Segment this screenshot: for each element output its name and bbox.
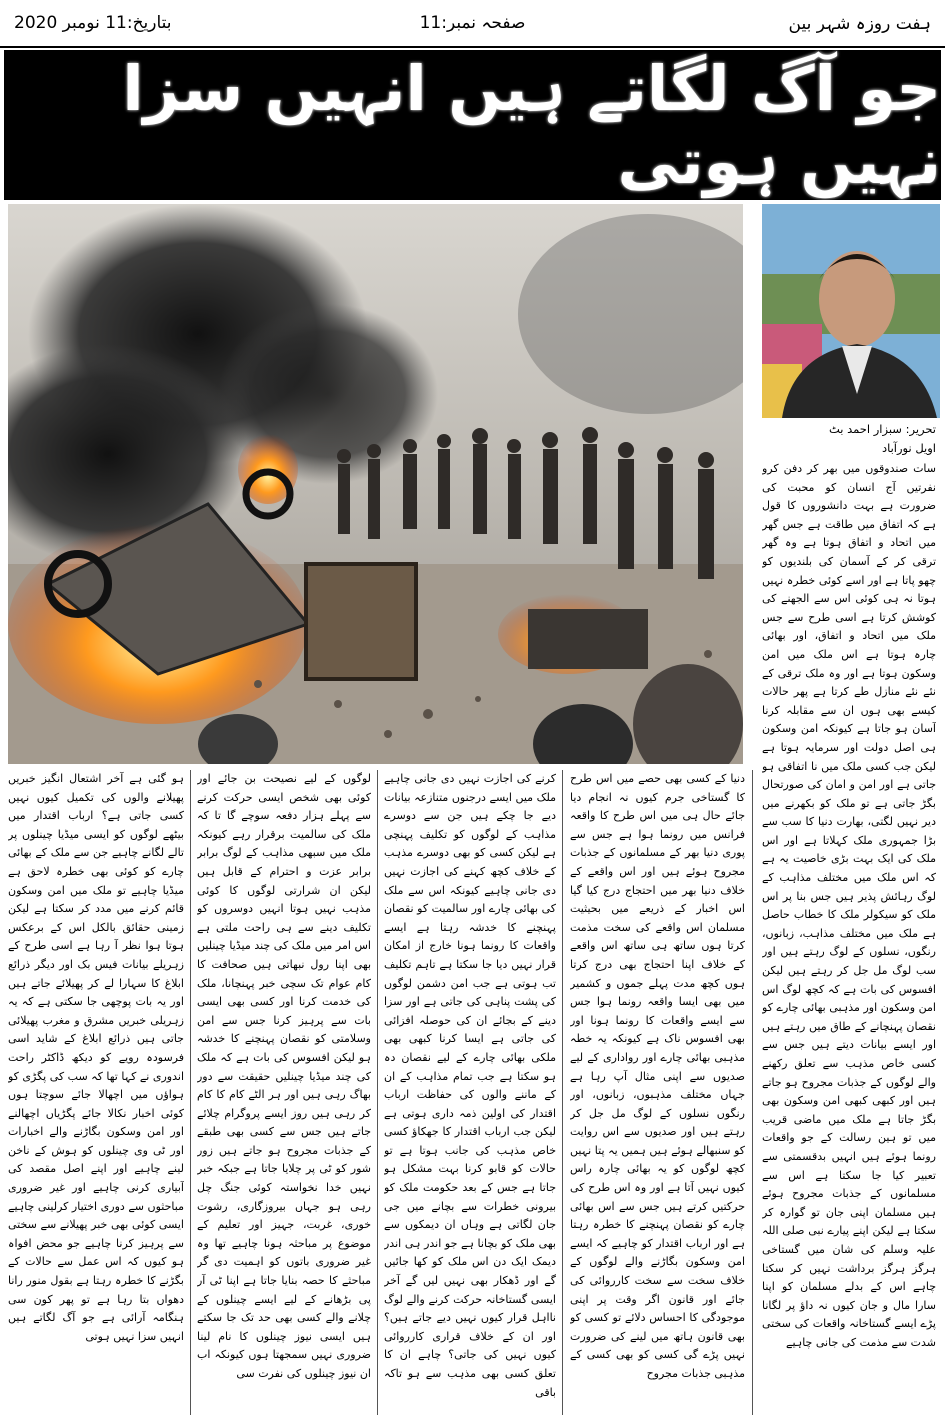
article-column-5: ہو گئی ہے آخر اشتعال انگیز خبریں پھیلانے والوں کی تکمیل کیوں نہیں کسی جاتی ہے؟ ارباب اقتدار میں بیٹھے لوگوں کو ایسی میڈیا چینلوں پر تالے لگانے چاہیے جن سے ملک کے بھائی چارے کو کوئی بھی خطرہ لاحق ہے میڈیا چاہیے تو ملک میں امن وسکون قائم کرنے میں مدد کر سکتا ہے لیکن زمینی حقائق بالکل اس کے برعکس ہوتا ہوا نظر آ رہا ہے اسی طرح کے زہریلے بیانات فیس بک اور دیگر ذرائع ابلاغ کا سہارا لے کر پھیلائے جاتے ہیں اور یہ بات پوچھی جا سکتی ہے کہ یہ زہریلی خبریں مشرق و مغرب پھیلائی جاتی ہیں ذرائع ابلاغ کے شاید اسی فرسودہ رویے کو دیکھ ڈاکٹر راحت اندوری نے کہا تھا کہ سب کی پگڑی کو ہواؤں میں اچھالا جائے سوچتا ہوں کوئی اخبار نکالا جائے پگڑیاں اچھالنے اور امن وسکون بگاڑنے والے اخبارات اور ٹی وی چینلوں کو ہوش کے ناخن لینے چاہیے اور اپنے اصل مقصد کی آبیاری کرنی چاہیے اور غیر ضروری مباحثوں سے دوری اختیار کرلینی چاہیے ایسی کوئی بھی خبر پھیلانے سے سختی سے پرہیز کرنا چاہیے جو محض افواہ ہو کیوں کہ اس عمل سے حالات کے بگڑنے کا خطرہ رہتا ہے بقول منور رانا دھواں بتا رہا ہے تو پھر کون سی ہنگامہ آرائی ہے جو آگ لگاتے ہیں انہیں سزا نہیں ہوتی bbox=[8, 772, 184, 1343]
article-column-1: سات صندوقوں میں بھر کر دفن کرو نفرتیں آج انسان کو محبت کی ضرورت ہے بہت دانشوروں کا قول ہے کہ اتفاق میں طاقت ہے جس گھر میں اتحاد و اتفاق ہوتا ہے وہ گھر ترقی کر کے آسمان کی بلندیوں کو چھو پاتا ہے اور اسے کوئی خطرہ نہیں ہوتا نہ ہی کوئی اس سے الجھنے کی کوشش کرتا ہے اسی طرح سے جس ملک میں اتحاد و اتفاق، اور بھائی چارہ ہوتا ہے اس ملک میں امن وسکون ہوتا ہے اور وہ ملک ترقی کے نئے نئے منازل طے کرتا ہے پھر حالات کیسے بھی ہوں ان سے مقابلہ کرنا آسان ہو جاتا ہے کیونکہ امن وسکون ہی اصل دولت اور سرمایہ ہوتا ہے لیکن جب کسی ملک میں نا اتفاقی ہو جاتی ہے اور امن و امان کی صورتحال بگڑ جاتی ہے تو ملک کو بکھرنے میں دیر نہیں لگتی، بھارت دنیا کا سب سے بڑا جمہوری ملک کہلاتا ہے اور اس ملک کی ایک بہت بڑی خاصیت یہ ہے کہ اس ملک میں مختلف مذاہب کے لوگ رہائش پذیر ہیں جس بنا پر اس ملک کو سیکولر ملک کا خطاب حاصل ہے ملک میں مختلف مذاہب، زبانوں، رنگوں، نسلوں کے لوگ رہتے ہیں اور سب لوگ مل جل کر رہتے ہیں لیکن افسوس کی بات ہے کہ کچھ لوگ اس امن وسکون اور مذہبی بھائی چارے کو نقصان پہنچانے کے طاق میں رہتے ہیں اور ایسے بیانات دیتے ہیں جس سے کسی خاص مذہب سے تعلق رکھنے والے لوگوں کے جذبات مجروح ہو جاتے ہیں اور کبھی کبھی امن وسکون بھی بگڑ جاتا ہے ملک میں ماضی قریب میں تو ہین رسالت کے جو واقعات رونما ہوئے ہیں انہیں بدقسمتی سے تعبیر کیا جا سکتا ہے اس سے مسلمانوں کے جذبات مجروح ہوئے ہیں مسلمان اپنی جان تو گوارہ کر سکتا ہے لیکن اپنے پیارے نبی صلی اللہ علیہ وسلم کی شان میں گستاخی ہرگز ہرگز برداشت نہیں کر سکتا چاہے اس کے بدلے مسلمان کو اپنا سارا مال و جان کیوں نہ داؤ پر لگانا پڑے ایسے گستاخانہ واقعات کی سختی شدت سے مذمت کی جانی چاہیے bbox=[762, 462, 936, 1349]
article-column-2: دنیا کے کسی بھی حصے میں اس طرح کا گستاخی جرم کیوں نہ انجام دیا جائے حال ہی میں اس طرح کا واقعہ فرانس میں رونما ہوا ہے جس سے پوری دنیا بھر کے مسلمانوں کے جذبات مجروح ہوئے ہیں اور اس واقعے کے خلاف دنیا بھر میں احتجاج درج کیا گیا اس اخبار کے ذریعے میں بحیثیت مسلمان اس واقعے کی سخت مذمت کرتا ہوں ساتھ ہی ساتھ اس واقعے کے خلاف اپنا احتجاج بھی درج کرتا ہوں کچھ مدت پہلے جموں و کشمیر میں بھی ایسا واقعہ رونما ہوا جس سے ایسے واقعات کا رونما ہونا اور بھی افسوس ناک ہے کیونکہ یہ خطہ مذہبی بھائی چارے اور رواداری کے لیے صدیوں سے اپنی مثال آپ رہا ہے جہاں مختلف مذہبوں، زبانوں، اور رنگوں نسلوں کے لوگ مل جل کر رہتے ہیں اور صدیوں سے اس روایت کو سنبھالے ہوئے ہیں ہمیں یہ پتا نہیں کچھ لوگوں کو یہ بھائی چارہ راس کیوں نہیں آتا ہے اور وہ اس طرح کی حرکتیں کرتے ہیں جس سے اس بھائی چارے کو نقصان پہنچنے کا خطرہ رہتا ہے اور ارباب اقتدار کو چاہیے کہ ایسے امن وسکون بگاڑنے والے لوگوں کے خلاف سخت سے سخت کارروائی کی جائے اور قانون اگر وقت پر اپنی موجودگی کا احساس دلائے تو کسی کو بھی قانون ہاتھ میں لینے کی ضرورت نہیں پڑے گی کسی کو بھی کسی کے مذہبی جذبات مجروح bbox=[570, 772, 745, 1380]
author-portrait-illustration bbox=[762, 204, 940, 418]
article-column-3: کرنے کی اجازت نہیں دی جانی چاہیے ملک میں ایسے درجنوں متنازعہ بیانات دیے جا چکے ہیں جن سے دوسرے مذاہب کے لوگوں کو تکلیف پہنچی ہے لیکن کسی کو بھی دوسرے مذہب کے خلاف کچھ کہنے کی اجازت نہیں دی جانی چاہیے کیونکہ اس سے ملک کی بھائی چارے اور سالمیت کو نقصان پہنچنے کا خدشہ رہتا ہے ایسے واقعات کا رونما ہونا خارج از امکان قرار نہیں دیا جا سکتا ہے تاہم تکلیف تب ہوتی ہے جب امن دشمن لوگوں کی پشت پناہی کی جاتی ہے اور سزا دینے کے بجائے ان کی حوصلہ افزائی کی جاتی ہے ایسا کرنا کبھی بھی ملکی بھائی چارے کے لیے نقصان دہ ہو سکتا ہے جب تمام مذاہب کے ان کے ماننے والوں کی حفاظت ارباب اقتدار کی اولین ذمہ داری ہوتی ہے لیکن جب ارباب اقتدار کا جھکاؤ کسی خاص مذہب کی جانب ہوتا ہے تو حالات کو قابو کرنا بہت مشکل ہو جاتا ہے جس کے بعد حکومت ملک کو بیرونی خطرات سے بچانے میں جی جان لگاتی ہے وہاں ان دیمکوں سے بھی ملک کو بچانا ہے جو اندر ہی اندر دیمک ایک دن اس ملک کو کھا جائیں گے اور ڈھکار بھی نہیں لیں گے آخر ایسی گستاخانہ حرکت کرنے والے لوگ نااہل قرار کیوں نہیں دیے جاتے ہیں؟ اور ان کے خلاف قراری کارروائی کیوں نہیں کی جاتی؟ چاہے ان کا تعلق کسی بھی مذہب سے ہو تاکہ باقی bbox=[384, 772, 556, 1399]
article-column-4: لوگوں کے لیے نصیحت بن جائے اور کوئی بھی شخص ایسی حرکت کرنے سے پہلے ہزار دفعہ سوچے گا تا کہ ملک کی سالمیت برقرار رہے کیونکہ ملک میں سبھی مذاہب کے لوگ برابر برابر عزت و احترام کے قابل ہیں لیکن ان شرارتی لوگوں کا کوئی مذہب نہیں ہوتا انہیں دوسروں کو تکلیف دینے سے ہی راحت ملتی ہے اس امر میں ملک کی چند میڈیا چینلیں بھی اپنا رول نبھاتی ہیں صحافت کا کام عوام تک سچی خبر پہنچانا، ملک کی خدمت کرنا اور کسی بھی ایسی بات سے پرہیز کرنا جس سے امن وسلامتی کو نقصان پہنچنے کا خدشہ ہو لیکن افسوس کی بات ہے کہ ملک کی چند میڈیا چینلیں حقیقت سے دور بھاگ رہی ہیں اور ہر الٹے کام کا کام کر رہی ہیں روز ایسے پروگرام چلائے جاتے ہیں جس سے کسی بھی طبقے کے جذبات مجروح ہو جاتے ہیں زور شور کو ٹی پر چلایا جاتا ہے جبکہ خبر نہیں خدا نخواستہ کوئی جنگ چل رہی ہو جہاں بیروزگاری، رشوت خوری، غربت، جہیز اور تعلیم کے موضوع پر مباحثہ ہونا چاہیے تھا وہ غیر ضروری باتوں کو اہمیت دی گر مباحثے کا حصہ بنایا جاتا ہے اپنا ٹی آر پی بڑھانے کے لیے ایسے چینلوں کے چلانے والے کسی بھی حد تک جا سکتے ہیں ایسی نیوز چینلوں کا نام لینا ضروری نہیں سمجھتا ہوں کیونکہ اب ان نیوز چینلوں کی نفرت سی bbox=[197, 772, 371, 1380]
riot-photo-illustration bbox=[8, 204, 743, 764]
author-name: تحریر: سبزار احمد بٹ bbox=[828, 422, 936, 436]
headline-banner bbox=[4, 50, 941, 200]
masthead-rule bbox=[0, 46, 945, 48]
page-number: صفحہ نمبر:11 bbox=[419, 13, 526, 33]
masthead-bar bbox=[0, 0, 945, 46]
riot-photo bbox=[8, 204, 743, 764]
byline bbox=[762, 420, 936, 458]
headline-text: جو آگ لگاتے ہیں انہیں سزا نہیں ہوتی bbox=[122, 52, 941, 198]
column-divider bbox=[752, 770, 753, 1415]
publication-name: ہفت روزہ شہر بین bbox=[788, 13, 931, 34]
column-divider bbox=[190, 770, 191, 1415]
column-divider bbox=[562, 770, 563, 1415]
author-location: اویل نورآباد bbox=[881, 441, 936, 455]
column-divider bbox=[377, 770, 378, 1415]
issue-date: بتاریخ:11 نومبر 2020 bbox=[14, 13, 172, 33]
author-portrait bbox=[762, 204, 940, 418]
